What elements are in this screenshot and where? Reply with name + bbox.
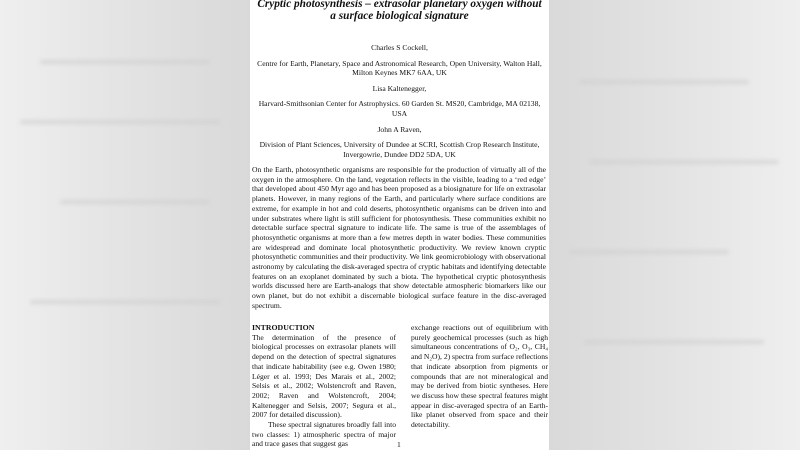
intro-paragraph: exchange reactions out of equilibrium with purely geochemical processes (such as high simultaneous concentrations of O₂, O₃, CH₄ and N₂O), 2) spectra from surface reflections that indicate absorption from pigments or compounds that are not mineralogical and may be derived from biotic syntheses. Here we discuss how these spectral features might appear in disc-averaged spectra of an Earth-like planet observed from space and their detectability. <box>411 323 548 430</box>
intro-paragraph: These spectral signatures broadly fall into two classes: 1) atmospheric spectra of major and trace gases that suggest gas <box>252 420 396 449</box>
intro-right-column <box>411 323 548 430</box>
paper-title: Cryptic photosynthesis – extrasolar planetary oxygen without a surface biological signature <box>257 0 542 22</box>
left-blur-margin <box>0 0 250 450</box>
blur-line <box>30 300 220 304</box>
paper-page <box>250 0 549 450</box>
blur-line <box>40 60 210 64</box>
blur-line <box>60 200 210 204</box>
author-name: John A Raven, <box>377 124 422 134</box>
author-affiliation: Division of Plant Sciences, University of Dundee at SCRI, Scottish Crop Research Institute, Invergowrie, Dundee DD2 5DA, UK <box>259 140 540 159</box>
section-heading: INTRODUCTION <box>252 323 315 332</box>
blur-line <box>584 340 764 344</box>
author-name: Charles S Cockell, <box>371 43 428 52</box>
blur-line <box>569 250 729 254</box>
author-block <box>252 43 547 165</box>
author-affiliation: Harvard-Smithsonian Center for Astrophysics. 60 Garden St. MS20, Cambridge, MA 02138, USA <box>258 99 541 118</box>
right-blur-margin <box>549 0 800 450</box>
abstract: On the Earth, photosynthetic organisms are responsible for the production of virtually all of the oxygen in the atmosphere. On the land, vegetation reflects in the visible, leading to a ‘red edge’ that developed about 450 Myr ago and has been proposed as a biosignature for life on extrasolar planets. However, in many regions of the Earth, and particularly where surface conditions are extreme, for example in hot and cold deserts, photosynthetic organisms can be driven into and under substrates where light is still sufficient for photosynthesis. These communities exhibit no detectable surface spectral signature to indicate life. The same is true of the assemblages of photosynthetic organisms at more than a few metres depth in water bodies. These communities are widespread and dominate local photosynthetic productivity. We review known cryptic photosynthetic communities and their productivity. We link geomicrobiology with observational astronomy by calculating the disk-averaged spectra of cryptic habitats and identifying detectable features on an exoplanet dominated by such a biota. The hypothetical cryptic photosynthesis worlds discussed here are Earth-analogs that show detectable atmospheric biomarkers like our own planet, but do not exhibit a discernable biological surface feature in the disc-averaged spectrum. <box>252 165 546 310</box>
intro-left-column <box>252 323 396 449</box>
blur-line <box>579 80 749 84</box>
page-number: 1 <box>397 440 401 449</box>
blur-line <box>20 120 220 124</box>
author-name: Lisa Kaltenegger, <box>372 83 427 93</box>
blur-line <box>589 160 779 164</box>
author-affiliation: Centre for Earth, Planetary, Space and Astronomical Research, Open University, Walton Hall, Milton Keynes MK7 6AA, UK <box>257 58 542 78</box>
intro-paragraph: The determination of the presence of biological processes on extrasolar planets will depend on the detection of spectral signatures that indicate habitability (see e.g. Owen 1980; Léger et al. 1993; Des Marais et al., 2002; Selsis et al., 2002; Wolstencroft and Raven, 2002; Raven and Wolstencroft, 2004; Kaltenegger and Selsis, 2007; Segura et al., 2007 for detailed discussion). <box>252 332 396 420</box>
